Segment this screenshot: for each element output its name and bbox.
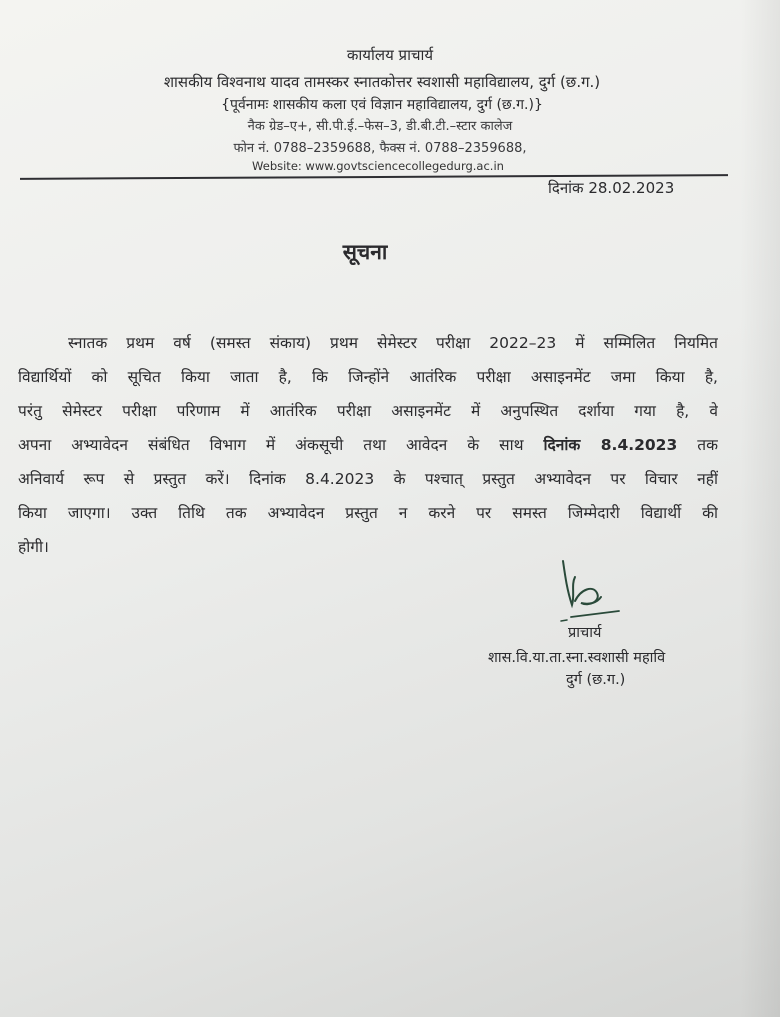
accreditation-line: नैक ग्रेड–ए+, सी.पी.ई.–फेस–3, डी.बी.टी.–स्टार कालेज bbox=[247, 119, 513, 134]
notice-date: दिनांक 28.02.2023 bbox=[548, 179, 675, 197]
website-line: Website: www.govtsciencecollegedurg.ac.in bbox=[252, 159, 504, 173]
deadline-date: दिनांक 8.4.2023 bbox=[543, 436, 678, 454]
body-line: परंतु सेमेस्टर परीक्षा परिणाम में आतंरिक परीक्षा असाइनमेंट में अनुपस्थित दर्शाया गया है, वे bbox=[18, 402, 718, 420]
body-line: स्नातक प्रथम वर्ष (समस्त संकाय) प्रथम सेमेस्टर परीक्षा 2022–23 में सम्मिलित नियमित bbox=[68, 334, 718, 352]
office-heading: कार्यालय प्राचार्य bbox=[346, 46, 434, 64]
body-line: किया जाएगा। उक्त तिथि तक अभ्यावेदन प्रस्तुत न करने पर समस्त जिम्मेदारी विद्यार्थी की bbox=[18, 504, 718, 522]
signatory-college: शास.वि.या.ता.स्ना.स्वशासी महावि bbox=[488, 650, 666, 666]
body-line: अनिवार्य रूप से प्रस्तुत करें। दिनांक 8.4.2023 के पश्चात् प्रस्तुत अभ्यावेदन पर विचार नहीं bbox=[18, 470, 718, 488]
signatory-title: प्राचार्य bbox=[568, 625, 602, 641]
college-name: शासकीय विश्वनाथ यादव तामस्कर स्नातकोत्तर स्वशासी महाविद्यालय, दुर्ग (छ.ग.) bbox=[163, 73, 601, 91]
body-line: होगी। bbox=[18, 538, 49, 556]
body-text: तक bbox=[677, 436, 718, 454]
body-text: अपना अभ्यावेदन संबंधित विभाग में अंकसूची तथा आवेदन के साथ bbox=[18, 436, 544, 454]
contact-line: फोन नं. 0788–2359688, फैक्स नं. 0788–2359688, bbox=[233, 141, 527, 156]
page-edge-shadow bbox=[740, 0, 780, 1017]
body-line bbox=[18, 428, 718, 462]
body-line: विद्यार्थियों को सूचित किया जाता है, कि जिन्होंने आतंरिक परीक्षा असाइनमेंट जमा किया है, bbox=[18, 368, 718, 386]
principal-signature bbox=[545, 555, 625, 625]
former-college-name: {पूर्वनामः शासकीय कला एवं विज्ञान महाविद्यालय, दुर्ग (छ.ग.)} bbox=[221, 97, 543, 113]
notice-body bbox=[18, 326, 718, 564]
signatory-place: दुर्ग (छ.ग.) bbox=[566, 672, 626, 688]
notice-title: सूचना bbox=[342, 240, 388, 264]
